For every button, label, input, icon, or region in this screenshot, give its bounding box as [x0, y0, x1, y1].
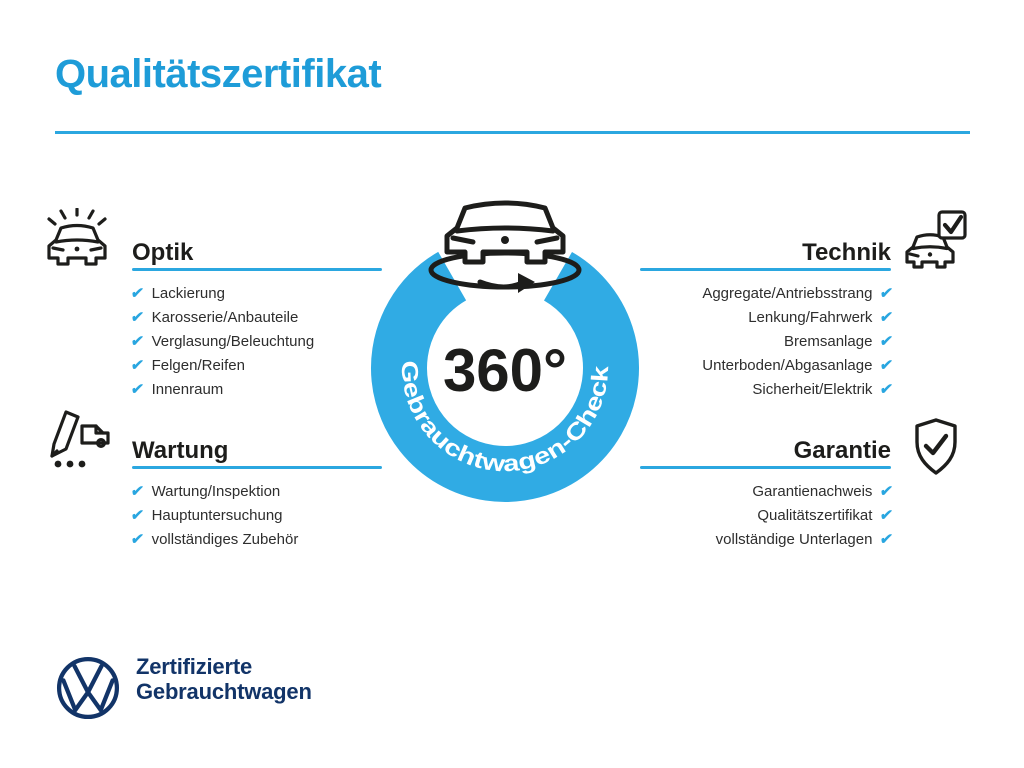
check-icon: ✔	[129, 357, 145, 374]
car-checkbox-icon	[903, 210, 969, 270]
check-icon: ✔	[129, 531, 145, 548]
footer-claim-line1: Zertifizierte	[136, 654, 252, 679]
shield-check-icon	[911, 418, 961, 476]
checklist-item-label: Garantienachweis	[752, 483, 873, 500]
checklist-item-label: Karosserie/Anbauteile	[151, 309, 299, 326]
checklist-item-label: Unterboden/Abgasanlage	[702, 357, 873, 374]
checklist-item-label: Lackierung	[151, 285, 225, 302]
checklist-item-label: Qualitätszertifikat	[757, 507, 873, 524]
checklist-item	[131, 334, 314, 349]
check-icon: ✔	[879, 507, 895, 524]
checklist-item	[131, 508, 298, 523]
checklist-item	[131, 310, 314, 325]
check-icon: ✔	[129, 285, 145, 302]
check-icon: ✔	[129, 309, 145, 326]
checklist-item-label: Verglasung/Beleuchtung	[151, 333, 315, 350]
section-title-wartung: Wartung	[132, 437, 229, 464]
garantie-underline	[640, 466, 891, 469]
check-icon: ✔	[129, 483, 145, 500]
section-title-garantie: Garantie	[793, 437, 891, 464]
checklist-item	[131, 358, 314, 373]
technik-underline	[640, 268, 891, 271]
check-icon: ✔	[879, 309, 895, 326]
check-icon: ✔	[879, 333, 895, 350]
checklist-item-label: Felgen/Reifen	[151, 357, 245, 374]
checklist-item-label: vollständige Unterlagen	[715, 531, 873, 548]
wartung-underline	[132, 466, 382, 469]
optik-underline	[132, 268, 382, 271]
checklist-item-label: Bremsanlage	[784, 333, 873, 350]
footer-claim	[136, 654, 312, 704]
vw-logo	[54, 654, 122, 722]
checklist-item-label: Hauptuntersuchung	[151, 507, 283, 524]
degree-value: 360°	[442, 337, 568, 404]
check-icon: ✔	[879, 381, 895, 398]
page-title: Qualitätszertifikat	[55, 52, 382, 96]
checklist-item	[131, 286, 314, 301]
check-icon: ✔	[129, 381, 145, 398]
checklist-item-label: Lenkung/Fahrwerk	[748, 309, 873, 326]
section-title-technik: Technik	[802, 239, 891, 266]
checklist-item	[560, 508, 893, 523]
checklist-item-label: Sicherheit/Elektrik	[752, 381, 873, 398]
check-icon: ✔	[879, 483, 895, 500]
checklist-item	[131, 484, 298, 499]
pencil-car-service-icon	[44, 410, 114, 470]
section-title-optik: Optik	[132, 239, 194, 266]
checklist-item-label: Aggregate/Antriebsstrang	[702, 285, 873, 302]
check-icon: ✔	[129, 333, 145, 350]
car-headlights-icon	[45, 208, 109, 268]
check-icon: ✔	[129, 507, 145, 524]
checklist-item	[131, 532, 298, 547]
title-divider	[55, 131, 970, 134]
check-icon: ✔	[879, 285, 895, 302]
checklist-item-label: vollständiges Zubehör	[151, 531, 299, 548]
checklist-item-label: Innenraum	[151, 381, 224, 398]
360-check-badge	[368, 188, 642, 506]
checklist-item-label: Wartung/Inspektion	[151, 483, 281, 500]
optik-checklist	[131, 286, 314, 406]
check-icon: ✔	[879, 531, 895, 548]
footer-claim-line2: Gebrauchtwagen	[136, 679, 312, 704]
wartung-checklist	[131, 484, 298, 556]
check-icon: ✔	[879, 357, 895, 374]
checklist-item	[560, 532, 893, 547]
checklist-item	[131, 382, 314, 397]
ring-label: Gebrauchtwagen-Check	[396, 360, 614, 477]
